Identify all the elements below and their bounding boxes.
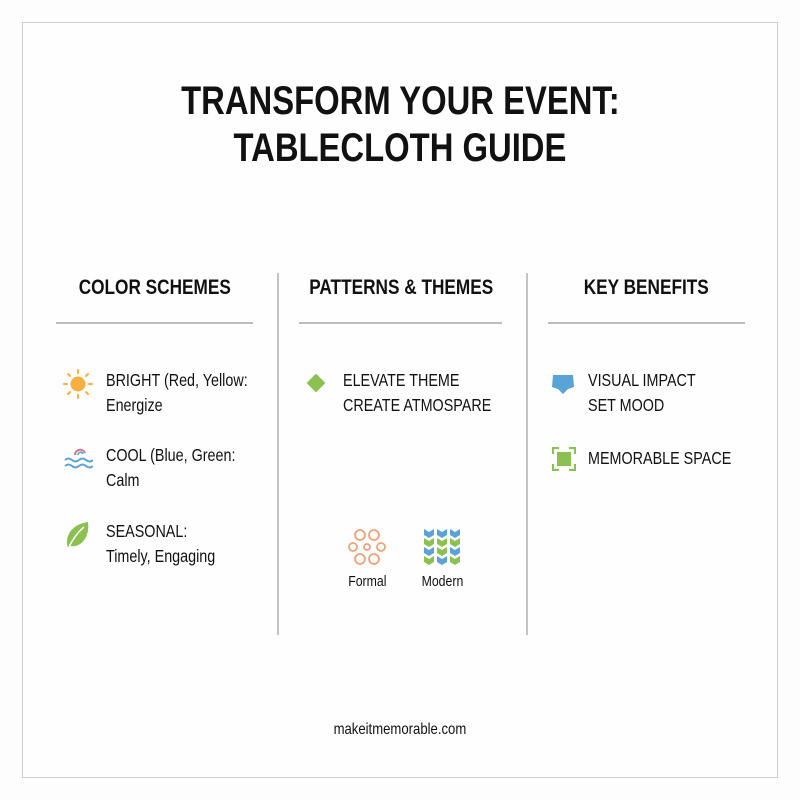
list-item: ELEVATE THEME CREATE ATMOSPARE <box>343 370 492 415</box>
sun-icon <box>62 368 94 400</box>
divider <box>548 322 745 324</box>
pattern-label-formal: Formal <box>347 573 387 590</box>
title-line-2: TABLECLOTH GUIDE <box>233 126 567 170</box>
column-separator <box>277 273 279 635</box>
column-heading-patterns: PATTERNS & THEMES <box>308 276 494 299</box>
column-heading-color-schemes: COLOR SCHEMES <box>78 276 232 299</box>
list-item: COOL (Blue, Green: Calm <box>106 445 236 490</box>
chevron-pattern-icon <box>424 527 460 565</box>
divider <box>299 322 502 324</box>
ornament-icon <box>347 527 387 567</box>
diamond-icon <box>306 373 326 393</box>
list-item: MEMORABLE SPACE <box>588 448 732 468</box>
list-item: BRIGHT (Red, Yellow: Energize <box>106 370 248 415</box>
list-item: VISUAL IMPACT SET MOOD <box>588 370 696 415</box>
column-separator <box>526 273 528 635</box>
page-title <box>0 78 800 172</box>
column-heading-benefits: KEY BENEFITS <box>583 276 709 299</box>
divider <box>56 322 253 324</box>
frame-square-icon <box>552 447 576 471</box>
leaf-icon <box>64 520 90 552</box>
title-line-1: TRANSFORM YOUR EVENT: <box>180 79 620 123</box>
pattern-label-modern: Modern <box>421 573 463 590</box>
wave-icon <box>63 445 93 471</box>
list-item: SEASONAL: Timely, Engaging <box>106 521 216 566</box>
footer-website: makeitmemorable.com <box>333 721 467 738</box>
pentagon-icon <box>551 374 575 396</box>
